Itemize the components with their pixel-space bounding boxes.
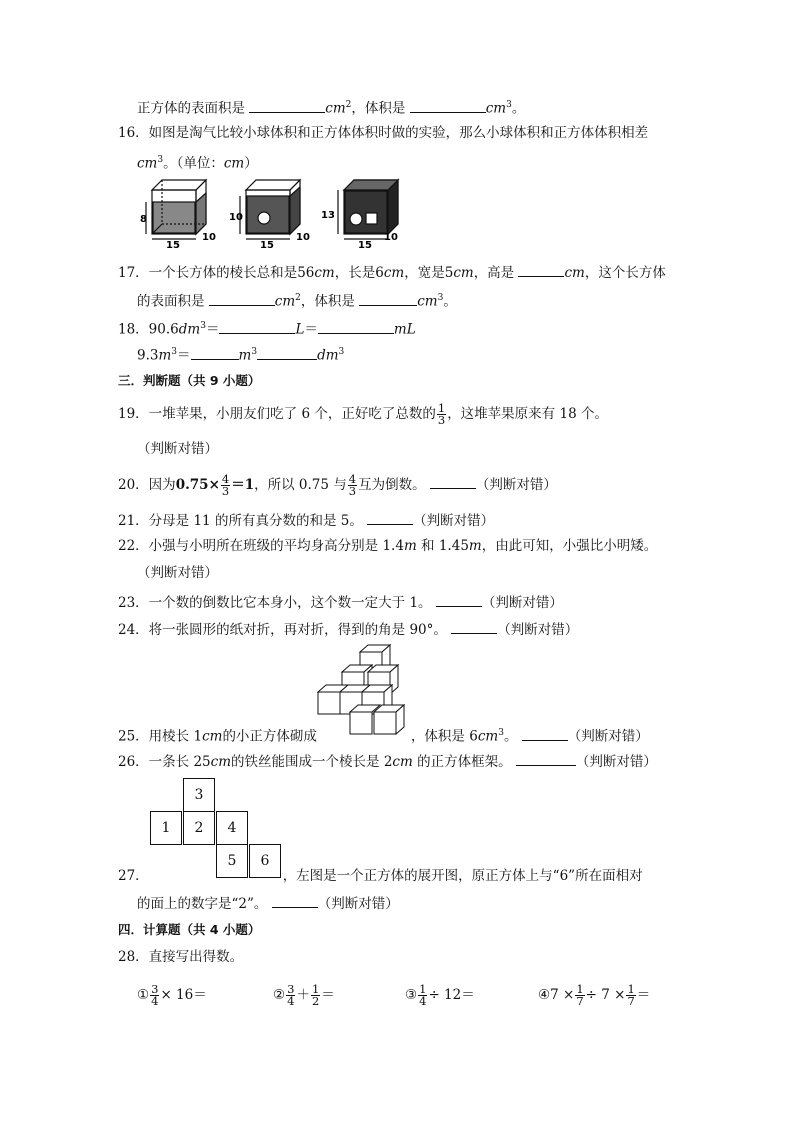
calc-index: ② [273, 987, 286, 1003]
answer-blank[interactable] [257, 345, 317, 360]
unit: cm [223, 155, 245, 172]
judge-hint: （判断对错） [317, 896, 399, 912]
answer-blank[interactable] [367, 510, 413, 525]
q22-text: 22．小强与小明所在班级的平均身高分别是 1.4 [118, 538, 404, 554]
q22-text: ，由此可知，小强比小明矮。 [481, 538, 658, 554]
unit: cm [477, 728, 499, 745]
q26-text: 的正方体框架。 [412, 754, 512, 770]
q17-text: ，体积是 [300, 293, 355, 310]
dim-label: 10 [202, 232, 216, 243]
judge-hint: （判断对错） [413, 513, 495, 529]
answer-blank[interactable] [318, 319, 394, 334]
answer-blank[interactable] [518, 262, 564, 277]
judge-hint: （判断对错） [567, 728, 649, 745]
fraction [311, 984, 320, 1007]
answer-blank[interactable] [436, 592, 482, 607]
net-face: 3 [183, 778, 215, 812]
unit: cm [202, 728, 223, 745]
cube-water-8 [146, 180, 206, 239]
punct: 。 [503, 728, 518, 745]
denominator: 3 [221, 484, 230, 498]
unit: cm [325, 100, 346, 117]
dim-label: 10 [229, 212, 243, 223]
q19-judge: （判断对错） [137, 441, 218, 457]
calc-item-1 [137, 984, 207, 1007]
q19-text: 19．一堆苹果，小朋友们吃了 6 个，正好吃了总数的 [118, 406, 436, 422]
q23-text: 23．一个数的倒数比它本身小，这个数一定大于 1。 [118, 595, 432, 611]
judge-hint: （判断对错） [575, 754, 657, 770]
answer-blank[interactable] [359, 291, 417, 306]
answer-blank[interactable] [219, 319, 295, 334]
q17-text: ，高是 [473, 265, 515, 281]
q22-text: 和 1.45 [416, 538, 469, 554]
value: 56 [297, 265, 315, 281]
answer-blank[interactable] [522, 726, 568, 741]
calc-expr: 7 × [550, 987, 575, 1003]
numerator: 4 [221, 472, 230, 486]
net-face: 4 [216, 811, 248, 845]
judge-hint: （判断对错） [497, 622, 579, 638]
net-face: 1 [150, 811, 182, 845]
numerator: 1 [419, 982, 427, 996]
unit: dm [317, 347, 339, 364]
answer-blank[interactable] [191, 345, 239, 360]
unit: cm [137, 155, 158, 172]
q26-text: 26．一条长 25 [118, 754, 211, 770]
unit: m [403, 538, 417, 554]
answer-blank[interactable] [209, 291, 275, 306]
value: 5 [444, 265, 454, 281]
unit: m [158, 347, 172, 364]
q17-line2: 的表面积是 $cm^2$，体积是 $cm^3$。 [137, 289, 457, 311]
q16-text: 。（单位： [163, 155, 224, 172]
q20-text: 互为倒数。 [358, 477, 426, 493]
answer-blank[interactable] [249, 98, 325, 113]
unit: cm [210, 754, 232, 770]
section-title-judge: 三．判断题（共 9 小题） [118, 373, 261, 388]
q17-text: 的表面积是 [137, 293, 205, 310]
calc-index: ① [137, 987, 150, 1003]
unit: cm [564, 265, 585, 281]
fraction [626, 984, 635, 1007]
calc-expr: ＝ [636, 987, 651, 1003]
q26-text: 的铁丝能围成一个棱长是 2 [231, 754, 393, 770]
dim-label: 10 [296, 232, 310, 243]
q15-line: 正方体的表面积是 $cm^2$，体积是 $cm^3$。 [137, 96, 525, 118]
q17-text: ，这个长方体 [584, 265, 666, 281]
q16-line2: $cm^3$。（单位：cm） [137, 155, 258, 172]
q18-line1: 18．$90.6dm^3= L=$ mL [118, 317, 416, 339]
fraction [575, 984, 584, 1007]
q20-text: 20．因为 [118, 477, 176, 493]
net-face: 2 [183, 811, 215, 845]
q18-text: 9.3 [137, 347, 159, 364]
denominator: 3 [348, 484, 357, 498]
cube-water-10-ball [240, 180, 300, 239]
numerator: 1 [627, 982, 635, 996]
q24-text: 24．将一张圆形的纸对折，再对折，得到的角是 90°。 [118, 622, 447, 638]
denominator: 2 [311, 994, 320, 1008]
q28-line: 28．直接写出得数。 [118, 949, 244, 965]
q17-line1: 17．一个长方体的棱长总和是56cm，长是6cm，宽是5cm，高是 cm，这个长方体 [118, 262, 666, 282]
dim-label: 10 [384, 232, 398, 243]
punct: 。 [511, 100, 526, 117]
unit: m [468, 538, 482, 554]
eq: ＝ [205, 321, 220, 338]
calc-expr: × 16＝ [160, 987, 207, 1003]
fraction [437, 403, 446, 426]
q20-line [118, 474, 557, 497]
unit: cm [392, 754, 413, 770]
q19-text: ，这堆苹果原来有 18 个。 [447, 406, 608, 422]
expr: ＝1 [231, 477, 255, 493]
q25-text: 25．用棱长 1 [118, 728, 203, 745]
calc-op: ＋ [296, 987, 310, 1003]
eq: ＝ [177, 347, 191, 364]
unit: m [238, 347, 252, 364]
q16-line1: 16．如图是淘气比较小球体积和正方体体积时做的实验，那么小球体积和正方体体积相差 [118, 125, 649, 141]
denominator: 4 [287, 994, 295, 1008]
calc-expr: ÷ 12＝ [428, 987, 475, 1003]
q15-text: 正方体的表面积是 [137, 100, 245, 117]
q21-line [118, 510, 494, 530]
q22-line [118, 537, 657, 555]
denominator: 7 [576, 994, 584, 1008]
fraction [418, 984, 427, 1007]
dim-label: 15 [358, 240, 372, 248]
fraction [221, 474, 230, 497]
q25-text: ，体积是 6 [410, 728, 478, 745]
q19-line1 [118, 403, 608, 426]
q18-line2: $9.3m^3= m^3$ $dm^3$ [137, 343, 344, 365]
eq: ＝ [304, 321, 318, 338]
cube-experiment-figure [140, 176, 400, 248]
answer-blank[interactable] [410, 98, 486, 113]
q24-line [118, 619, 578, 639]
fraction [286, 984, 295, 1007]
answer-blank[interactable] [272, 893, 318, 908]
q23-line [118, 592, 563, 612]
q21-text: 21．分母是 11 的所有真分数的和是 5。 [118, 513, 363, 529]
section-title-calc: 四．计算题（共 4 小题） [118, 922, 261, 937]
q27-text: 27． [118, 868, 149, 884]
numerator: 1 [437, 401, 446, 415]
calc-item-3 [405, 984, 475, 1007]
answer-blank[interactable] [516, 751, 576, 766]
calc-item-2 [273, 984, 335, 1007]
calc-index: ④ [538, 987, 551, 1003]
denominator: 7 [627, 994, 635, 1008]
unit: mL [393, 321, 416, 338]
q26-line [118, 751, 657, 771]
punct: ） [244, 155, 258, 172]
fraction [348, 474, 357, 497]
value: 6 [375, 265, 384, 281]
unit: cm [485, 100, 507, 117]
calc-expr: ÷ 7 × [585, 987, 626, 1003]
q15-text: ，体积是 [351, 100, 406, 117]
dim-label: 8 [140, 214, 147, 225]
q27-text: ，左图是一个正方体的展开图，原正方体上与“6”所在面相对 [282, 868, 643, 884]
cube-water-13-ball-cube [338, 180, 398, 239]
denominator: 4 [419, 994, 427, 1008]
q17-text: ，长是 [334, 265, 376, 281]
q18-text: 18．90.6 [118, 321, 179, 338]
numerator: 4 [348, 472, 357, 486]
fraction [150, 984, 159, 1007]
answer-blank[interactable] [451, 619, 497, 634]
q25-text: 的小正方体砌成 [222, 728, 317, 745]
q27-text: 的面上的数字是“2”。 [137, 896, 268, 912]
q17-text: ，宽是 [404, 265, 445, 281]
denominator: 3 [437, 413, 446, 427]
calc-item-4 [538, 984, 650, 1007]
dim-label: 15 [166, 240, 180, 248]
numerator: 3 [287, 982, 295, 996]
q20-text: ，所以 0.75 与 [254, 477, 347, 493]
q27-line2 [137, 893, 399, 913]
dim-label: 13 [321, 210, 335, 221]
calc-expr: ＝ [321, 987, 335, 1003]
net-face: 5 [216, 844, 248, 878]
unit: L [295, 321, 305, 338]
q22-judge: （判断对错） [137, 565, 218, 581]
punct: 。 [443, 293, 457, 310]
net-face: 6 [249, 844, 281, 878]
unit: dm [178, 321, 201, 338]
judge-hint: （判断对错） [481, 595, 563, 611]
judge-hint: （判断对错） [475, 477, 557, 493]
q17-text: 17．一个长方体的棱长总和是 [118, 265, 298, 281]
dim-label: 15 [260, 240, 274, 248]
q27-line1 [118, 867, 643, 885]
numerator: 1 [311, 982, 320, 996]
answer-blank[interactable] [430, 474, 476, 489]
numerator: 1 [576, 982, 584, 996]
calc-index: ③ [405, 987, 418, 1003]
expr: 0.75× [175, 477, 220, 493]
denominator: 4 [151, 994, 159, 1008]
q25-line: 25．用棱长 1cm的小正方体砌成 ，体积是 $6cm^3$。 （判断对错） [118, 724, 649, 746]
numerator: 3 [151, 982, 159, 996]
